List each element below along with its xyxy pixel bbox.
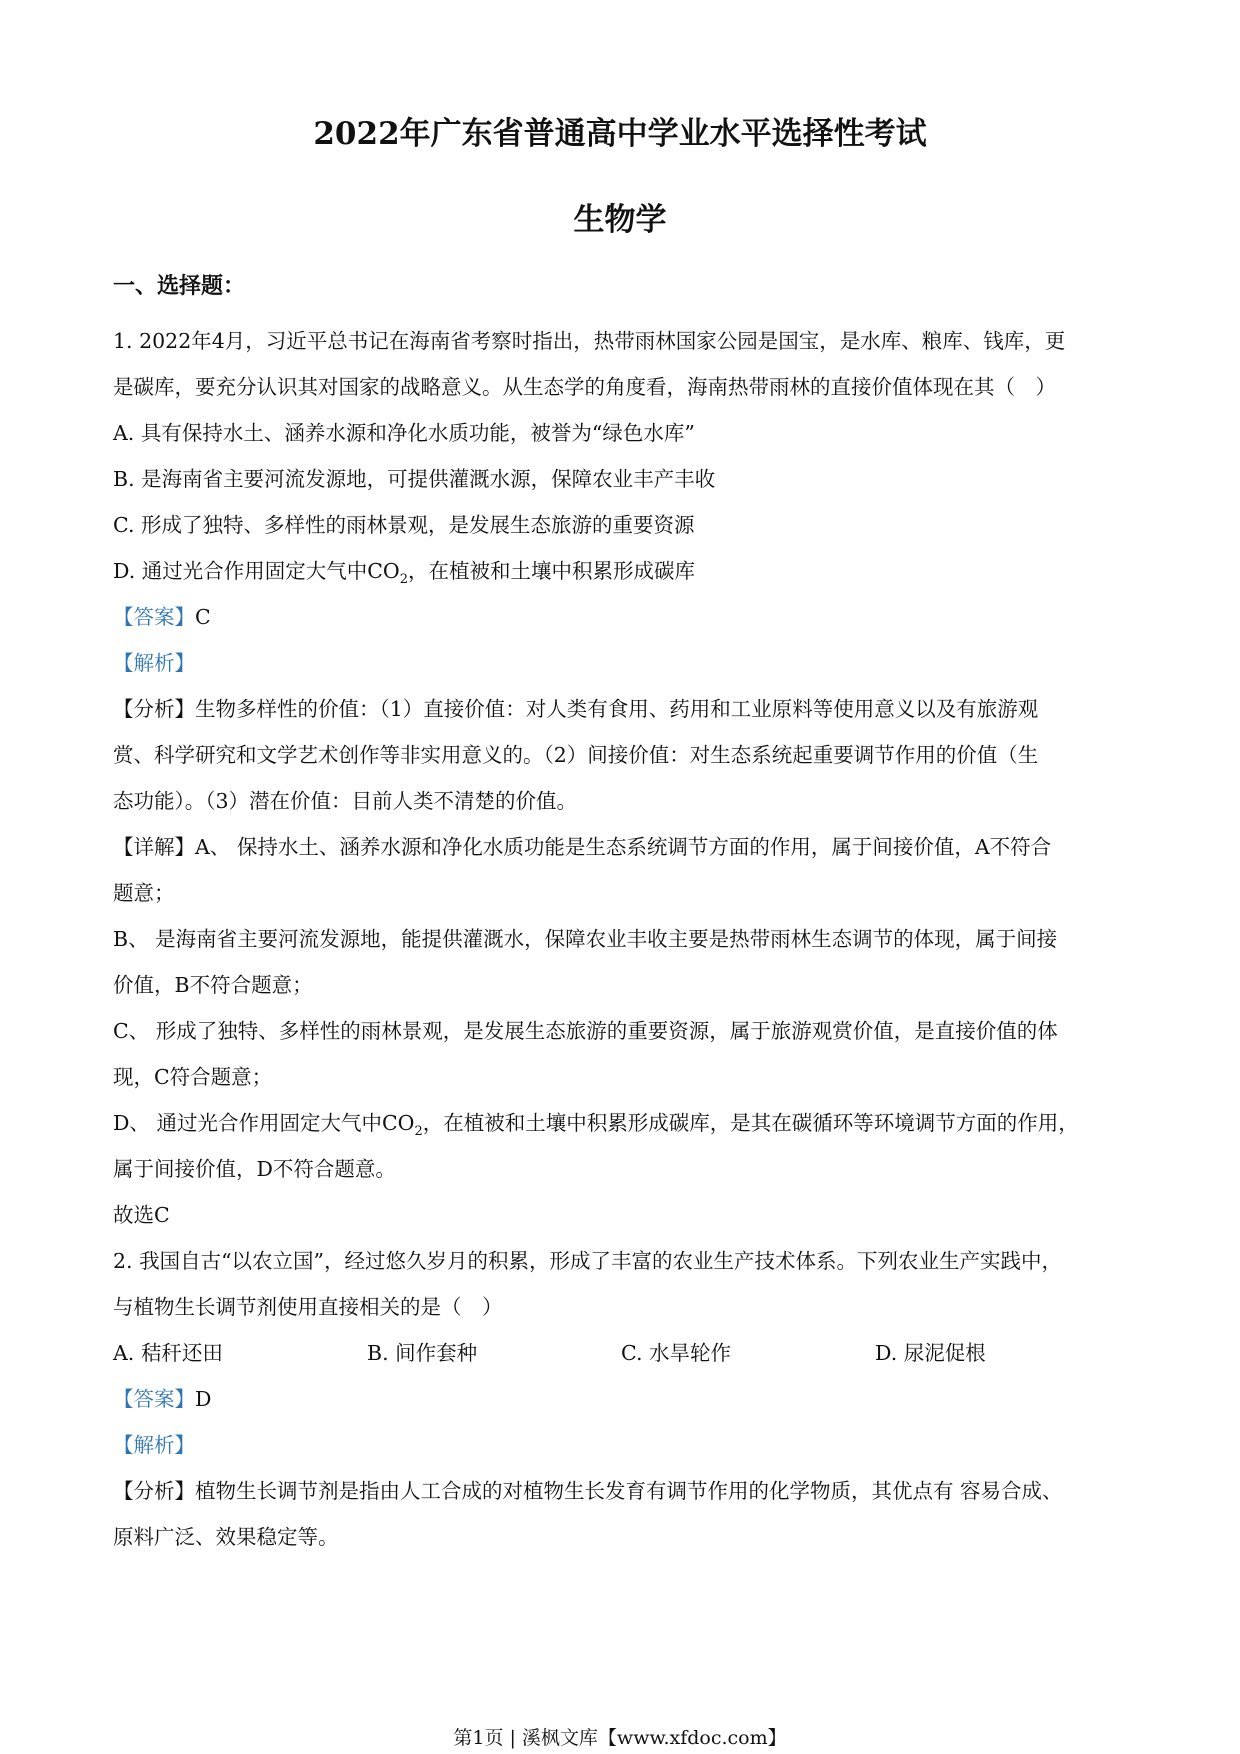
exam-title: 2022年广东省普通高中学业水平选择性考试 xyxy=(313,116,927,152)
q1-conclusion: 故选C xyxy=(113,1203,170,1227)
answer-value: D xyxy=(195,1387,212,1411)
q2-stem-line1: 2. 我国自古“以农立国”，经过悠久岁月的积累，形成了丰富的农业生产技术体系。下列农业生产实践中， xyxy=(113,1249,1063,1273)
q1-detail-d-line2: 属于间接价值，D不符合题意。 xyxy=(113,1157,396,1181)
q2-options xyxy=(113,1330,1133,1376)
answer-label: 【答案】 xyxy=(113,605,195,629)
q2-fenxi-line1: 【分析】植物生长调节剂是指由人工合成的对植物生长发育有调节作用的化学物质，其优点有 容易合成、 xyxy=(113,1479,1063,1503)
q1-stem-line2: 是碳库，要充分认识其对国家的战略意义。从生态学的角度看，海南热带雨林的直接价值体现在其（ ） xyxy=(113,375,1056,399)
q2-option-d: D. 尿泥促根 xyxy=(875,1341,986,1365)
answer-label: 【答案】 xyxy=(113,1387,195,1411)
q1-detail-c-line2: 现，C符合题意； xyxy=(113,1065,273,1089)
questions-body xyxy=(113,318,1133,1560)
page-footer: 第1页 | 溪枫文库【www.xfdoc.com】 xyxy=(453,1727,787,1749)
q2-option-c: C. 水旱轮作 xyxy=(621,1341,731,1365)
q1-option-b: B. 是海南省主要河流发源地，可提供灌溉水源，保障农业丰产丰收 xyxy=(113,467,716,491)
q1-fenxi-line1: 【分析】生物多样性的价值：（1）直接价值：对人类有食用、药用和工业原料等使用意义以及有旅游观 xyxy=(113,697,1039,721)
q1-detail-a-line2: 题意； xyxy=(113,881,175,905)
subject-title: 生物学 xyxy=(573,202,667,238)
q2-fenxi-line2: 原料广泛、效果稳定等。 xyxy=(113,1525,339,1549)
q1-option-c: C. 形成了独特、多样性的雨林景观，是发展生态旅游的重要资源 xyxy=(113,513,695,537)
section-heading: 一、选择题： xyxy=(113,273,246,299)
q1-option-a: A. 具有保持水土、涵养水源和净化水质功能，被誉为“绿色水库” xyxy=(113,421,695,445)
answer-value: C xyxy=(195,605,211,629)
q1-detail-d-line1: D、 通过光合作用固定大气中$CO_2$，在植被和土壤中积累形成碳库，是其在碳循环等环境调节方面的作用， xyxy=(113,1111,1079,1140)
q2-analysis-label: 【解析】 xyxy=(113,1433,195,1457)
q1-stem-line1: 1. 2022年4月，习近平总书记在海南省考察时指出，热带雨林国家公园是国宝，是水库、粮库、钱库，更 xyxy=(113,329,1066,353)
q1-option-d: D. 通过光合作用固定大气中$CO_2$，在植被和土壤中积累形成碳库 xyxy=(113,559,696,588)
q2-option-b: B. 间作套种 xyxy=(367,1341,478,1365)
q1-fenxi-line2: 赏、科学研究和文学艺术创作等非实用意义的。（2）间接价值：对生态系统起重要调节作用的价值（生 xyxy=(113,743,1039,767)
q2-stem-line2: 与植物生长调节剂使用直接相关的是（ ） xyxy=(113,1295,503,1319)
q1-answer xyxy=(113,594,1133,640)
q1-detail-c-line1: C、 形成了独特、多样性的雨林景观，是发展生态旅游的重要资源，属于旅游观赏价值，是直接价值的体 xyxy=(113,1019,1058,1043)
q1-fenxi-line3: 态功能）。（3）潜在价值：目前人类不清楚的价值。 xyxy=(113,789,578,813)
q2-option-a: A. 秸秆还田 xyxy=(113,1341,223,1365)
q1-detail-b-line1: B、 是海南省主要河流发源地，能提供灌溉水，保障农业丰收主要是热带雨林生态调节的体现，属于间接 xyxy=(113,927,1058,951)
q2-answer xyxy=(113,1376,1133,1422)
q1-detail-b-line2: 价值，B不符合题意； xyxy=(113,973,313,997)
q1-detail-a-line1: 【详解】A、 保持水土、涵养水源和净化水质功能是生态系统调节方面的作用，属于间接价值，A不符合 xyxy=(113,835,1052,859)
q1-analysis-label: 【解析】 xyxy=(113,651,195,675)
